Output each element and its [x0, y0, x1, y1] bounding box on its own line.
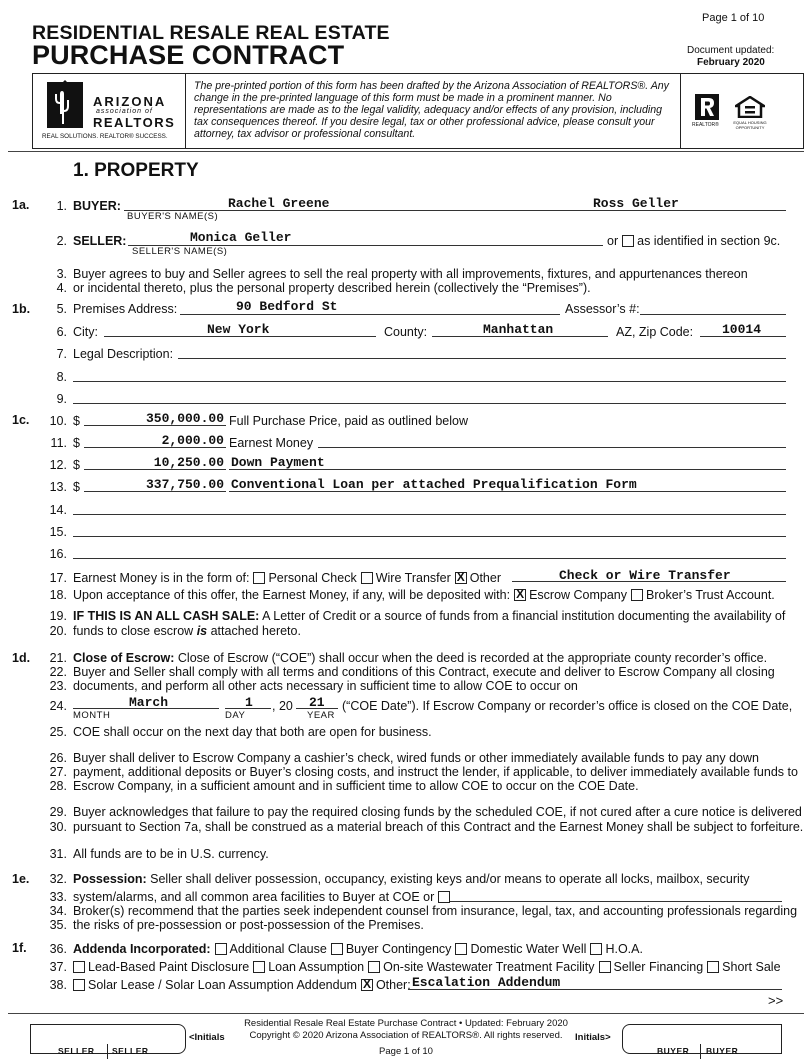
coe-row [73, 651, 767, 665]
line-number: 35. [49, 918, 67, 932]
loan-desc-value[interactable]: Conventional Loan per attached Prequalification Form [231, 477, 637, 492]
other-form-checkbox[interactable] [455, 572, 467, 584]
logo-association-text: association of [96, 108, 153, 115]
addenda-other-label: Other: [375, 978, 411, 992]
initials-right-label: Initials> [575, 1032, 611, 1043]
lead-paint-checkbox[interactable] [73, 961, 85, 973]
line-number: 34. [49, 904, 67, 918]
line-number: 9. [56, 392, 67, 406]
seller-or [607, 234, 780, 248]
line-number: 2. [56, 234, 67, 248]
seller-identified-label: as identified in section 9c. [637, 234, 781, 248]
zip-label: AZ, Zip Code: [616, 325, 694, 339]
buyer-label: BUYER: [73, 199, 121, 213]
line-28-text: Escrow Company, in a sufficient amount and in sufficient time to allow COE to occur on the COE Date. [73, 779, 639, 793]
line-33-text: system/alarms, and all common area facilities to Buyer at COE or [73, 890, 435, 904]
dollar-sign: $ [73, 436, 80, 450]
hoa-label: H.O.A. [605, 942, 643, 956]
line-number: 17. [49, 571, 67, 585]
line-number: 32. [49, 872, 67, 886]
coe-day-label: DAY [225, 710, 246, 721]
loan-desc-line [229, 491, 786, 492]
coe-year-prefix: , 20 [272, 699, 293, 713]
line-number: 5. [56, 302, 67, 316]
seller-name[interactable]: Monica Geller [190, 230, 292, 245]
earnest-amount-label: Earnest Money [229, 436, 314, 450]
buyer-initials-box[interactable] [622, 1024, 782, 1054]
earnest-form-row [73, 571, 501, 585]
line-20-row [73, 624, 301, 638]
line-3-text: Buyer agrees to buy and Seller agrees to sell the real property with all improvements, fixtures, and appurtenances thereon [73, 267, 748, 281]
footer-rule [8, 1013, 804, 1014]
line-4-text: or incidental thereto, plus the personal property described herein (collectively the “Premises”). [73, 281, 591, 295]
continue-arrows: >> [768, 993, 784, 1008]
blank-line-15 [73, 536, 786, 537]
seller-or-text: or [607, 234, 619, 248]
broker-trust-checkbox[interactable] [631, 589, 643, 601]
buyer-line [124, 210, 786, 211]
wastewater-checkbox[interactable] [368, 961, 380, 973]
realtor-badge [692, 94, 722, 130]
cash-sale-text: A Letter of Credit or a source of funds from a financial institution documenting the availability of [262, 609, 786, 623]
title-line2: PURCHASE CONTRACT [32, 40, 345, 70]
zip-value[interactable]: 10014 [722, 322, 762, 337]
seller-financing-label: Seller Financing [613, 960, 704, 974]
premises-address-line [180, 314, 560, 315]
possession-line-33 [73, 890, 453, 904]
line-number: 13. [49, 480, 67, 494]
broker-trust-label: Broker’s Trust Account. [646, 588, 775, 602]
addenda-row-3 [73, 978, 411, 992]
coe-month-label: MONTH [73, 710, 111, 721]
water-well-checkbox[interactable] [455, 943, 467, 955]
personal-check-label: Personal Check [268, 571, 357, 585]
earnest-desc-line [318, 447, 786, 448]
section-title: 1. PROPERTY [73, 160, 199, 181]
blank-line-14 [73, 514, 786, 515]
seller-initials-label-1: SELLER [58, 1046, 95, 1056]
seller-initials-label-2: SELLER [112, 1046, 149, 1056]
coe-month-value[interactable]: March [129, 695, 169, 710]
water-well-label: Domestic Water Well [470, 942, 587, 956]
doc-updated-label: Document updated: [687, 45, 775, 56]
city-value[interactable]: New York [207, 322, 270, 337]
legal-description-label: Legal Description: [73, 347, 174, 361]
buyer-initials-label-2: BUYER [706, 1046, 739, 1056]
county-label: County: [384, 325, 428, 339]
hoa-checkbox[interactable] [590, 943, 602, 955]
title-line1: RESIDENTIAL RESALE REAL ESTATE [32, 22, 390, 44]
line-number: 30. [49, 820, 67, 834]
line-26-text: Buyer shall deliver to Escrow Company a cashier’s check, wired funds or other immediately available funds to pay any down [73, 751, 759, 765]
possession-heading: Possession: [73, 872, 147, 886]
deposit-row [73, 588, 775, 602]
buyer-contingency-checkbox[interactable] [331, 943, 343, 955]
dollar-sign: $ [73, 458, 80, 472]
coe-year-value[interactable]: 21 [309, 695, 325, 710]
line-number: 10. [49, 414, 67, 428]
equal-housing-logo [732, 96, 768, 130]
line-number: 33. [49, 890, 67, 904]
realtor-badge-label: REALTOR® [692, 122, 719, 128]
coe-heading: Close of Escrow: [73, 651, 175, 665]
line-20-text-a: funds to close escrow [73, 624, 194, 638]
addenda-heading: Addenda Incorporated: [73, 942, 211, 956]
line-number: 19. [49, 609, 67, 623]
buyer-name-2[interactable]: Ross Geller [593, 196, 679, 211]
line-31-text: All funds are to be in U.S. currency. [73, 847, 269, 861]
line-number: 18. [49, 588, 67, 602]
seller-sublabel: SELLER'S NAME(S) [132, 246, 228, 257]
line-number: 26. [49, 751, 67, 765]
footer-line-1: Residential Resale Real Estate Purchase Contract • Updated: February 2020 [244, 1018, 568, 1029]
line-22-text: Buyer and Seller shall comply with all terms and conditions of this Contract, execute and deliver to Escrow Company all closing [73, 665, 775, 679]
buyer-initials-label-1: BUYER [657, 1046, 690, 1056]
line-number: 29. [49, 805, 67, 819]
line-number: 15. [49, 525, 67, 539]
other-form-value[interactable]: Check or Wire Transfer [559, 568, 731, 583]
section-1f: 1f. [12, 941, 27, 955]
checkbox-x-mark: X [456, 570, 465, 584]
wire-transfer-label: Wire Transfer [375, 571, 451, 585]
line-number: 16. [49, 547, 67, 561]
line-number: 6. [56, 325, 67, 339]
line-number: 12. [49, 458, 67, 472]
additional-clause-checkbox[interactable] [215, 943, 227, 955]
line-number: 23. [49, 679, 67, 693]
line-number: 7. [56, 347, 67, 361]
line-number: 11. [50, 436, 67, 450]
section-1b: 1b. [12, 302, 31, 316]
line-number: 14. [49, 503, 67, 517]
buyer-name-1[interactable]: Rachel Greene [228, 196, 330, 211]
other-form-label: Other [469, 571, 501, 585]
cash-sale-heading: IF THIS IS AN ALL CASH SALE: [73, 609, 260, 623]
city-label: City: [73, 325, 98, 339]
assessor-line [640, 314, 786, 315]
price-value[interactable]: 350,000.00 [145, 411, 224, 426]
line-number: 24. [49, 699, 67, 713]
cash-sale-row [73, 609, 785, 623]
line-number: 37. [49, 960, 67, 974]
checkbox-x-mark: X [362, 977, 371, 991]
buyer-initials-divider [700, 1044, 701, 1059]
escrow-company-label: Escrow Company [529, 588, 628, 602]
assessor-label: Assessor’s #: [565, 302, 640, 316]
line-27-text: payment, additional deposits or Buyer’s closing costs, and instruct the lender, if applicable, to deliver immediately available funds to [73, 765, 798, 779]
line-number: 36. [49, 942, 67, 956]
coe-day-value[interactable]: 1 [245, 695, 253, 710]
line-number: 3. [56, 267, 67, 281]
additional-clause-label: Additional Clause [229, 942, 327, 956]
county-value[interactable]: Manhattan [483, 322, 554, 337]
addenda-other-value[interactable]: Escalation Addendum [412, 975, 561, 990]
equal-housing-label: EQUAL HOUSING OPPORTUNITY [733, 120, 767, 130]
addenda-other-checkbox[interactable] [361, 979, 373, 991]
solar-checkbox[interactable] [73, 979, 85, 991]
legal-description-line [178, 358, 786, 359]
line-20-text-c: attached hereto. [210, 624, 301, 638]
line-23-text: documents, and perform all other acts necessary in sufficient time to allow COE to occur on [73, 679, 578, 693]
premises-address-label: Premises Address: [73, 302, 178, 316]
addenda-row-2 [73, 960, 781, 974]
line-number: 20. [49, 624, 67, 638]
section-1a: 1a. [12, 198, 30, 212]
logo-realtors-text: REALTORS [93, 115, 176, 130]
line-number: 21. [49, 651, 67, 665]
line-20-is: is [196, 624, 208, 638]
dollar-sign: $ [73, 480, 80, 494]
buyer-sublabel: BUYER'S NAME(S) [127, 211, 219, 222]
down-desc-line [229, 469, 786, 470]
initials-left-label: <Initials [189, 1032, 225, 1043]
possession-other-line [450, 901, 782, 902]
seller-financing-checkbox[interactable] [599, 961, 611, 973]
header-divider-right [680, 73, 681, 149]
section-1d: 1d. [12, 651, 31, 665]
doc-updated-date: February 2020 [697, 57, 765, 68]
section-1e: 1e. [12, 872, 30, 886]
checkbox-x-mark: X [516, 587, 525, 601]
loan-amount-value[interactable]: 337,750.00 [145, 477, 224, 492]
line-number: 4. [56, 281, 67, 295]
seller-label: SELLER: [73, 234, 127, 248]
logo-tagline: REAL SOLUTIONS. REALTOR® SUCCESS. [42, 133, 168, 140]
line-number: 8. [56, 370, 67, 384]
earnest-amount-value[interactable]: 2,000.00 [161, 433, 224, 448]
solar-label: Solar Lease / Solar Loan Assumption Addendum [88, 978, 357, 992]
loan-assumption-checkbox[interactable] [253, 961, 265, 973]
realtor-r-icon [695, 94, 719, 120]
addenda-row-1 [73, 942, 643, 956]
short-sale-checkbox[interactable] [707, 961, 719, 973]
buyer-contingency-label: Buyer Contingency [345, 942, 452, 956]
line-35-text: the risks of pre-possession or post-possession of the Premises. [73, 918, 424, 932]
deposit-text: Upon acceptance of this offer, the Earnest Money, if any, will be deposited with: [73, 588, 511, 602]
equal-housing-icon [735, 96, 765, 118]
legal-description-line-9 [73, 403, 786, 404]
seller-identified-checkbox[interactable] [622, 235, 634, 247]
down-desc-value[interactable]: Down Payment [231, 455, 325, 470]
dollar-sign: $ [73, 414, 80, 428]
disclaimer-text: The pre-printed portion of this form has been drafted by the Arizona Association of REALTORS®. Any change in the pre-printed language of this form must be made in a prominent manner. No representations are made as to the legal validity, adequacy and/or effects of any provision, including tax consequences thereof. If you desire legal, tax or other professional advice, please consult your attorney, tax advisor or professional consultant. [194, 80, 669, 140]
arizona-realtors-logo [40, 80, 180, 142]
coe-text: Close of Escrow (“COE”) shall occur when the deed is recorded at the appropriate county recorder’s office. [177, 651, 768, 665]
down-amount-value[interactable]: 10,250.00 [153, 455, 224, 470]
line-number: 27. [49, 765, 67, 779]
seller-initials-box[interactable] [30, 1024, 186, 1054]
premises-address-value[interactable]: 90 Bedford St [236, 299, 338, 314]
line-25-text: COE shall occur on the next day that both are open for business. [73, 725, 432, 739]
escrow-company-checkbox[interactable] [514, 589, 526, 601]
line-number: 22. [49, 665, 67, 679]
short-sale-label: Short Sale [722, 960, 781, 974]
page-number-top: Page 1 of 10 [702, 12, 765, 24]
line-29-text: Buyer acknowledges that failure to pay the required closing funds by the scheduled COE, if not cured after a cure notice is delivered [73, 805, 802, 819]
personal-check-checkbox[interactable] [253, 572, 265, 584]
header-divider-left [185, 73, 186, 149]
line-number: 28. [49, 779, 67, 793]
header-rule [8, 151, 804, 152]
wastewater-label: On-site Wastewater Treatment Facility [383, 960, 595, 974]
loan-assumption-label: Loan Assumption [268, 960, 365, 974]
price-label: Full Purchase Price, paid as outlined below [229, 414, 469, 428]
footer-page-number: Page 1 of 10 [379, 1046, 433, 1057]
blank-line-16 [73, 558, 786, 559]
wire-transfer-checkbox[interactable] [361, 572, 373, 584]
possession-text: Seller shall deliver possession, occupancy, existing keys and/or means to operate all locks, mailbox, security [150, 872, 750, 886]
possession-row [73, 872, 749, 886]
line-number: 1. [56, 199, 67, 213]
line-number: 31. [49, 847, 67, 861]
coe-year-label: YEAR [307, 710, 335, 721]
logo-mark-icon [43, 80, 87, 130]
earnest-form-text: Earnest Money is in the form of: [73, 571, 250, 585]
seller-initials-divider [107, 1044, 108, 1059]
section-1c: 1c. [12, 413, 30, 427]
line-number: 25. [49, 725, 67, 739]
line-number: 38. [49, 978, 67, 992]
coe-rest-text: (“COE Date”). If Escrow Company or recorder’s office is closed on the COE Date, [342, 699, 793, 713]
possession-other-checkbox[interactable] [438, 891, 450, 903]
lead-paint-label: Lead-Based Paint Disclosure [88, 960, 250, 974]
footer-line-2: Copyright © 2020 Arizona Association of REALTORS®. All rights reserved. [249, 1030, 563, 1041]
logo-arizona-text: ARIZONA [93, 94, 167, 109]
line-34-text: Broker(s) recommend that the parties seek independent counsel from insurance, legal, tax, and accounting professionals regarding [73, 904, 798, 918]
legal-description-line-8 [73, 381, 786, 382]
line-30-text: pursuant to Section 7a, shall be construed as a material breach of this Contract and the Earnest Money shall be subject to forfeiture. [73, 820, 804, 834]
